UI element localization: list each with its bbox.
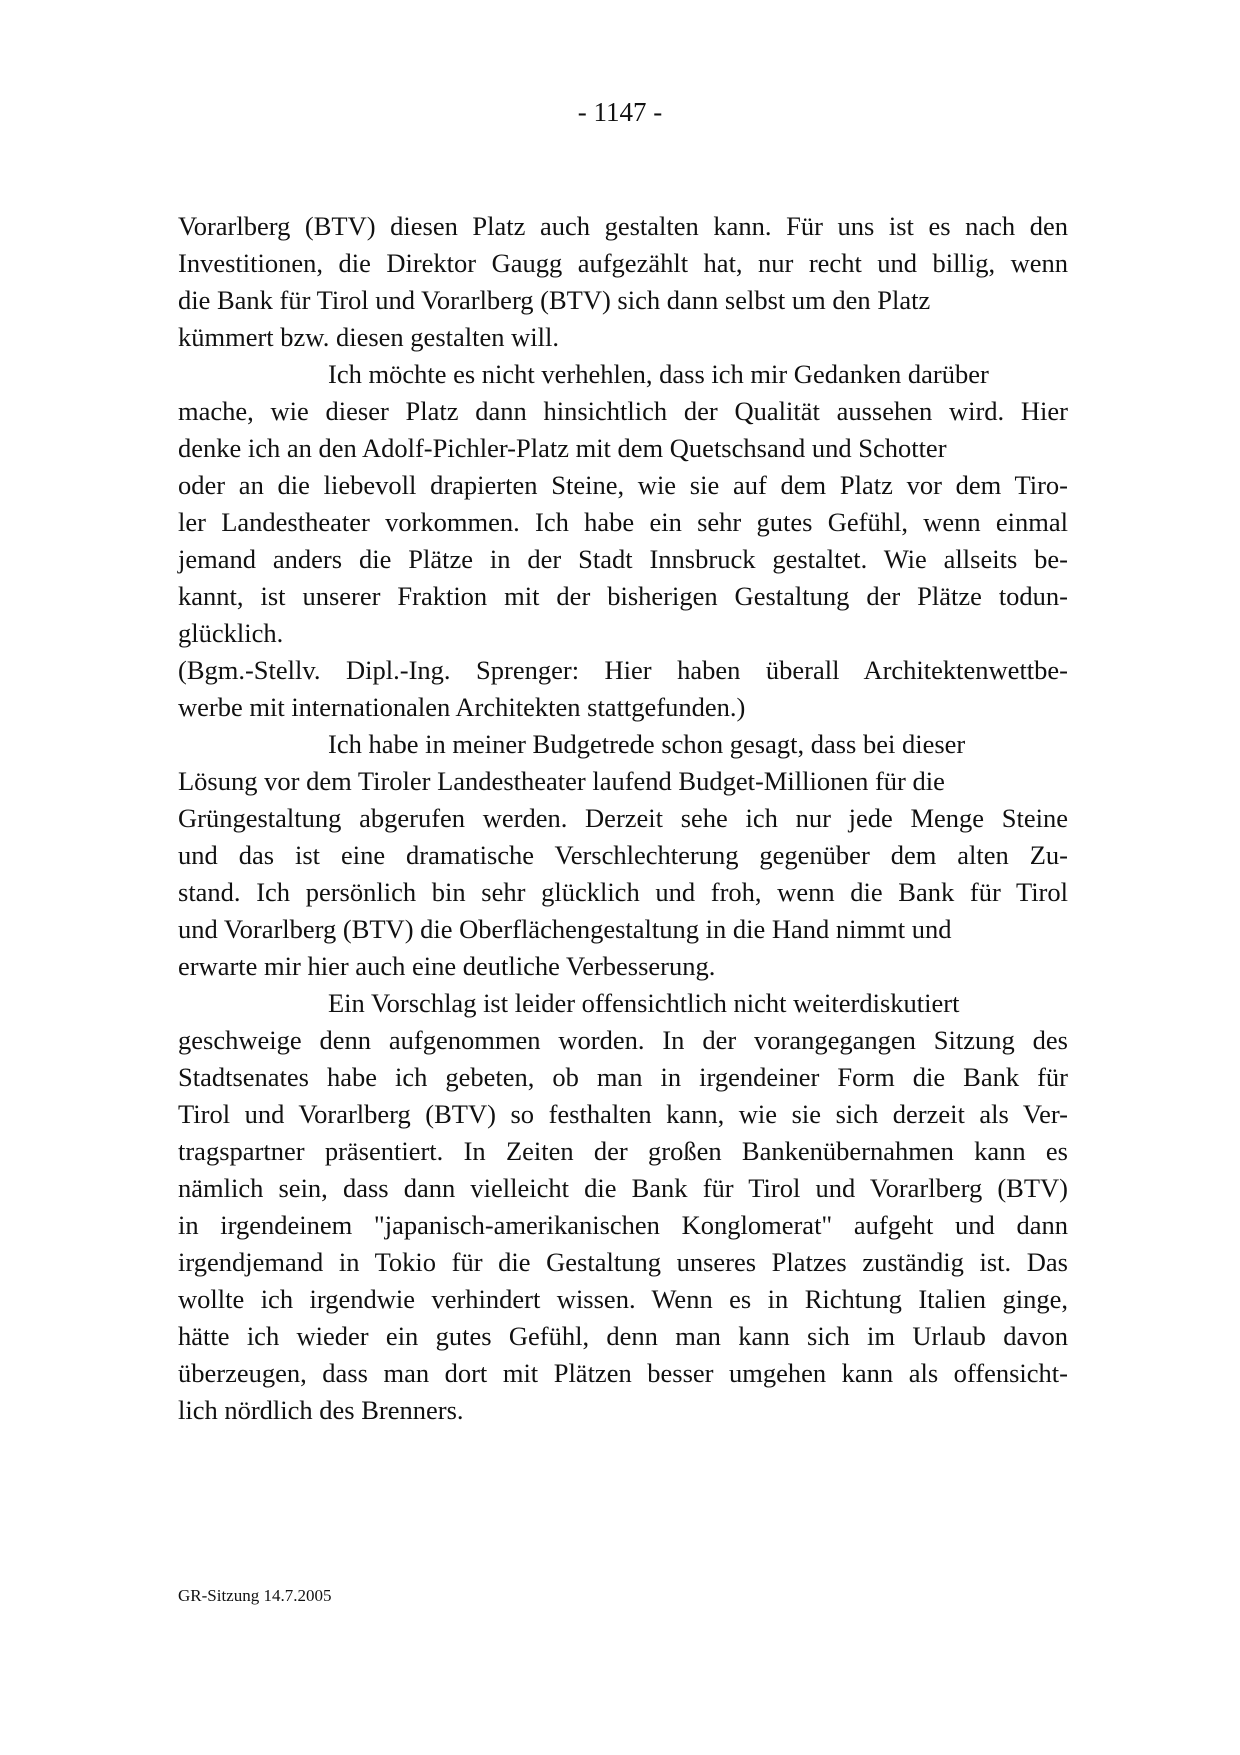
text-line: kannt, ist unserer Fraktion mit der bisherigen Gestaltung der Plätze todun- xyxy=(178,581,1068,611)
text-line: die Bank für Tirol und Vorarlberg (BTV) sich dann selbst um den Platz xyxy=(178,285,931,315)
text-line: mache, wie dieser Platz dann hinsichtlich der Qualität aussehen wird. Hier xyxy=(178,396,1068,426)
text-line: (Bgm.-Stellv. Dipl.-Ing. Sprenger: Hier haben überall Architektenwettbe- xyxy=(178,655,1068,685)
text-line: irgendjemand in Tokio für die Gestaltung unseres Platzes zuständig ist. Das xyxy=(178,1247,1068,1277)
text-line: stand. Ich persönlich bin sehr glücklich und froh, wenn die Bank für Tirol xyxy=(178,877,1068,907)
text-line: nämlich sein, dass dann vielleicht die Bank für Tirol und Vorarlberg (BTV) xyxy=(178,1173,1068,1203)
text-line: wollte ich irgendwie verhindert wissen. Wenn es in Richtung Italien ginge, xyxy=(178,1284,1068,1314)
text-line: und Vorarlberg (BTV) die Oberflächengestaltung in die Hand nimmt und xyxy=(178,914,952,944)
text-line: Ein Vorschlag ist leider offensichtlich nicht weiterdiskutiert xyxy=(328,988,960,1018)
text-line: geschweige denn aufgenommen worden. In der vorangegangen Sitzung des xyxy=(178,1025,1068,1055)
text-line: Investitionen, die Direktor Gaugg aufgezählt hat, nur recht und billig, wenn xyxy=(178,248,1068,278)
text-line: Ich möchte es nicht verhehlen, dass ich mir Gedanken darüber xyxy=(328,359,989,389)
text-line: überzeugen, dass man dort mit Plätzen besser umgehen kann als offensicht- xyxy=(178,1358,1068,1388)
text-line: Lösung vor dem Tiroler Landestheater laufend Budget-Millionen für die xyxy=(178,766,945,796)
text-line: und das ist eine dramatische Verschlechterung gegenüber dem alten Zu- xyxy=(178,840,1068,870)
text-line: oder an die liebevoll drapierten Steine, wie sie auf dem Platz vor dem Tiro- xyxy=(178,470,1068,500)
text-line: hätte ich wieder ein gutes Gefühl, denn man kann sich im Urlaub davon xyxy=(178,1321,1068,1351)
text-line: ler Landestheater vorkommen. Ich habe ein sehr gutes Gefühl, wenn einmal xyxy=(178,507,1068,537)
footer-session-date: GR-Sitzung 14.7.2005 xyxy=(178,1586,332,1605)
text-line: glücklich. xyxy=(178,618,284,648)
text-line: jemand anders die Plätze in der Stadt Innsbruck gestaltet. Wie allseits be- xyxy=(178,544,1068,574)
text-line: Tirol und Vorarlberg (BTV) so festhalten kann, wie sie sich derzeit als Ver- xyxy=(178,1099,1068,1129)
text-line: erwarte mir hier auch eine deutliche Verbesserung. xyxy=(178,951,716,981)
text-line: in irgendeinem "japanisch-amerikanischen Konglomerat" aufgeht und dann xyxy=(178,1210,1068,1240)
text-line: Grüngestaltung abgerufen werden. Derzeit sehe ich nur jede Menge Steine xyxy=(178,803,1068,833)
text-line: Vorarlberg (BTV) diesen Platz auch gestalten kann. Für uns ist es nach den xyxy=(178,211,1068,241)
text-line: tragspartner präsentiert. In Zeiten der großen Bankenübernahmen kann es xyxy=(178,1136,1068,1166)
text-line: denke ich an den Adolf-Pichler-Platz mit dem Quetschsand und Schotter xyxy=(178,433,947,463)
text-line: Stadtsenates habe ich gebeten, ob man in irgendeiner Form die Bank für xyxy=(178,1062,1068,1092)
document-body xyxy=(178,208,1068,1429)
text-line: lich nördlich des Brenners. xyxy=(178,1395,464,1425)
page-number: - 1147 - xyxy=(577,97,663,127)
text-line: Ich habe in meiner Budgetrede schon gesagt, dass bei dieser xyxy=(328,729,966,759)
text-line: werbe mit internationalen Architekten stattgefunden.) xyxy=(178,692,746,722)
text-line: kümmert bzw. diesen gestalten will. xyxy=(178,322,559,352)
